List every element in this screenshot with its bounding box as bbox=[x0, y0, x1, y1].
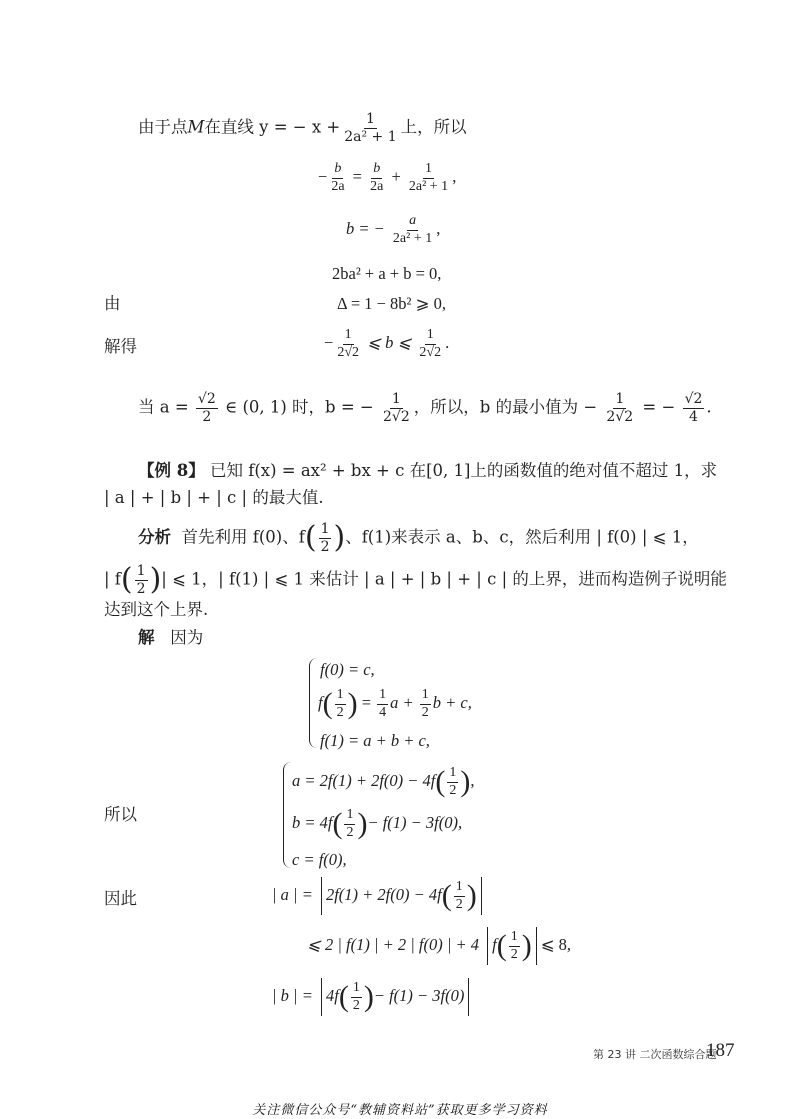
watermark-text: 关注微信公众号“教辅资料站”获取更多学习资料 bbox=[252, 1103, 548, 1118]
system-2-row-1: a = 2f(1) + 2f(0) − 4f( $\frac{1}{2}$ ), bbox=[292, 765, 475, 799]
analysis-tag: 分析 bbox=[138, 527, 171, 547]
system-1-row-3: f(1) = a + b + c, bbox=[320, 731, 430, 750]
example-8-line-2: | a | + | b | + | c | 的最大值. bbox=[104, 488, 324, 507]
system-1-row-1: f(0) = c, bbox=[320, 660, 375, 679]
intro-suffix: 上，所以 bbox=[400, 117, 467, 137]
intro-line bbox=[138, 112, 467, 144]
chapter-footer: 第 23 讲 二次函数综合题 bbox=[593, 1048, 717, 1061]
equation-5: − $\frac{1}{2√2}$ ⩽ b ⩽ $\frac{1}{2√2}$ . bbox=[324, 327, 450, 360]
system-1-brace bbox=[309, 658, 318, 748]
example-tag: 【例 8】 bbox=[138, 461, 205, 480]
label-jiede: 解得 bbox=[104, 337, 137, 356]
analysis-line-3: 达到这个上界. bbox=[104, 600, 209, 619]
solution-tag: 解 bbox=[138, 628, 155, 647]
intro-frac: $\frac{1}{\text{2a² + 1}}$ bbox=[344, 111, 397, 145]
when-line: 当 a = $\frac{√2}{2}$ ∈ (0, 1) 时，b = − $\frac{1}{2√2}$ ，所以，b 的最小值为 − $\frac{1}{2√2}$ = − $\frac{√2}{4}$ . bbox=[138, 391, 712, 425]
intro-point-m: M bbox=[187, 117, 205, 137]
analysis-line-2: | f( $\frac{1}{2}$ )| ⩽ 1，| f(1) | ⩽ 1 来估计 | a | + | b | + | c | 的上界，进而构造例子说明能 bbox=[104, 562, 727, 598]
label-you: 由 bbox=[104, 294, 121, 313]
system-2-brace bbox=[283, 762, 292, 868]
example-8-line-1: 【例 8】 已知 f(x) = ax² + bx + c 在[0, 1]上的函数值的绝对值不超过 1，求 bbox=[138, 461, 718, 480]
equation-4: Δ = 1 − 8b² ⩾ 0, bbox=[337, 294, 446, 313]
hence-line-1: | a | = 2f(1) + 2f(0) − 4f( $\frac{1}{2}$ ) bbox=[272, 877, 486, 915]
page-number: 187 bbox=[706, 1040, 735, 1061]
solution-line: 解 因为 bbox=[138, 628, 204, 647]
hence-line-2: ⩽ 2 | f(1) | + 2 | f(0) | + 4 f( $\frac{1}{2}$ ) ⩽ 8, bbox=[307, 927, 571, 965]
intro-prefix: 由于点 bbox=[138, 117, 188, 137]
equation-3: 2ba² + a + b = 0, bbox=[332, 264, 442, 283]
hence-line-3: | b | = 4f( $\frac{1}{2}$ )− f(1) − 3f(0) bbox=[272, 978, 473, 1016]
system-2-row-3: c = f(0), bbox=[292, 850, 347, 869]
label-yinci: 因此 bbox=[104, 889, 137, 908]
analysis-line-1: 分析 首先利用 f(0)、f( $\frac{1}{2}$ )、f(1)来表示 a、b、c，然后利用 | f(0) | ⩽ 1， bbox=[138, 520, 699, 556]
equation-2: b = − $\frac{a}{\text{2a² + 1}}$ , bbox=[346, 213, 441, 246]
system-1-row-2: f( $\frac{1}{2}$ ) = $\frac{1}{4}$ a + $\frac{1}{2}$ b + c, bbox=[318, 687, 472, 721]
intro-mid: 在直线 y = − x + bbox=[204, 117, 341, 137]
system-2-row-2: b = 4f( $\frac{1}{2}$ )− f(1) − 3f(0), bbox=[292, 807, 463, 841]
label-suoyi: 所以 bbox=[104, 805, 137, 824]
equation-1: − $\frac{b}{2a}$ = $\frac{b}{2a}$ + $\frac{1}{\text{2a² + 1}}$ , bbox=[318, 161, 457, 194]
